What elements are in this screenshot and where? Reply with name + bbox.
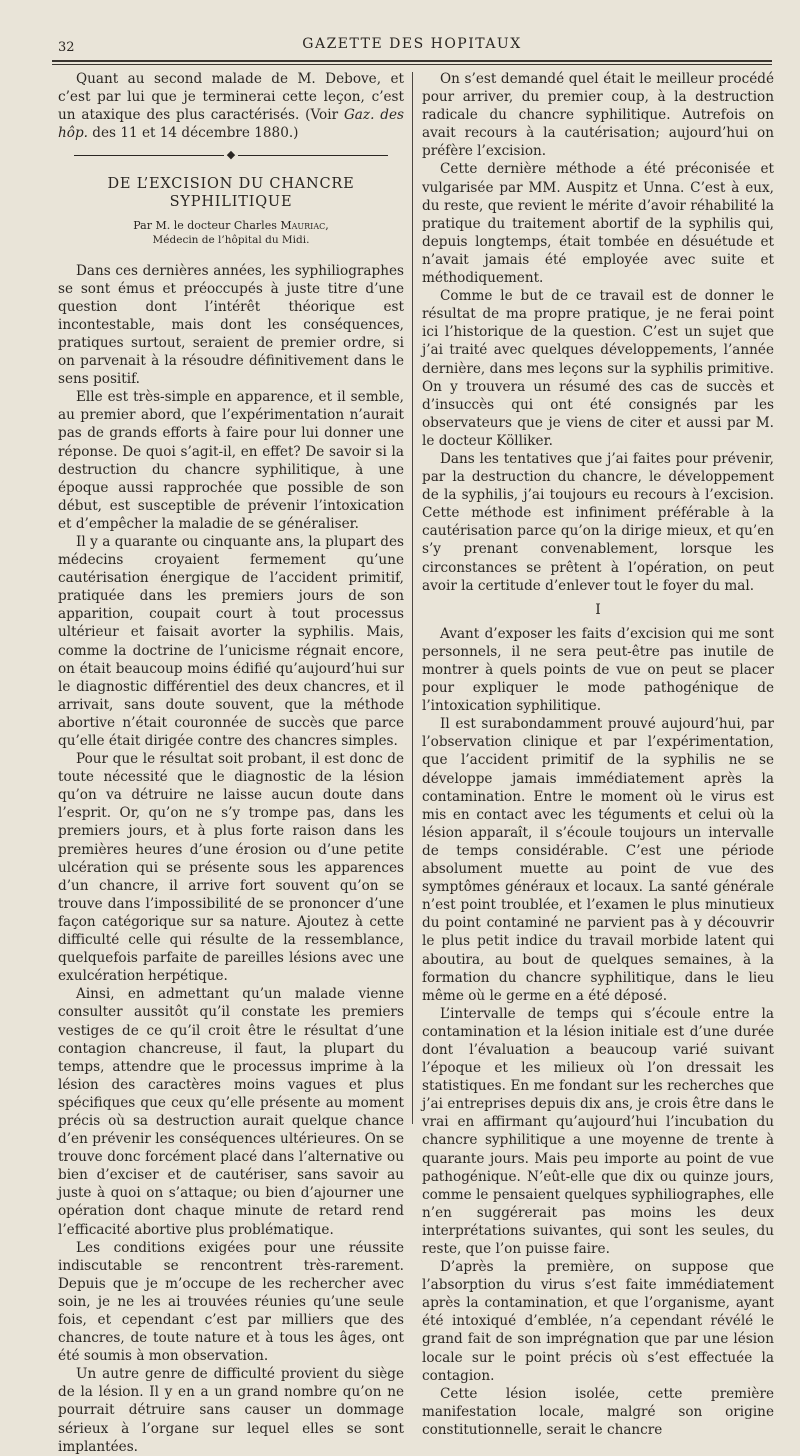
intro-paragraph: Quant au second malade de M. Debove, et c’est par lui que je terminerai cette leçon, c’est un ataxique des plus caractérisés. (Voir Gaz. des hôp. des 11 et 14 décembre 1880.): [58, 71, 404, 142]
paragraph: Ainsi, en admettant qu’un malade vienne consulter aussitôt qu’il constate les premiers vestiges de ce qu’il croit être le résultat d’une contagion chancreuse, il faut, la plupart du temps, attendre que le processus imprime à la lésion des caractères moins vagues et plus spécifiques que ceux qu’elle présente au moment précis où sa destruction aurait quelque chance d’en prévenir les conséquences ultérieures. On se trouve donc forcément placé dans l’alternative ou bien d’exciser et de cautériser, sans savoir au juste à quoi on s’attaque; ou bien d’ajourner une opération dont chaque minute de retard rend l’efficacité abortive plus problématique.: [58, 986, 404, 1238]
article-title: DE L’EXCISION DU CHANCRE SYPHILITIQUE: [107, 176, 355, 211]
section-heading: I: [595, 601, 601, 618]
paragraph: Pour que le résultat soit probant, il est donc de toute nécessité que le diagnostic de la lésion qu’on va détruire ne laisse aucun doute dans l’esprit. Or, qu’on ne s’y trompe pas, dans les premiers jours, et à plus forte raison dans les premières heures d’une érosion ou d’une petite ulcération qui se présente sous les apparences d’un chancre, il arrive fort souvent qu’on se trouve dans l’impossibilité de se prononcer d’une façon catégorique sur sa nature. Ajoutez à cette difficulté celle qui résulte de la ressemblance, quelquefois parfaite de pareilles lésions avec une exulcération herpétique.: [58, 751, 404, 985]
article-byline: Par M. le docteur Charles Mauriac,: [133, 218, 329, 232]
column-divider: [412, 72, 413, 1124]
paragraph: Cette dernière méthode a été préconisée et vulgarisée par MM. Auspitz et Unna. C’est à eux, du reste, que revient le mérite d’avoir réhabilité la pratique du traitement abortif de la syphilis qui, depuis longtemps, était tombée en désuétude et n’avait jamais été employée avec suite et méthodiquement.: [422, 161, 774, 287]
paragraph: Dans ces dernières années, les syphiliographes se sont émus et préoccupés à juste titre d’une question dont l’intérêt théorique est incontestable, mais dont les conséquences, pratiques surtout, seraient de premier ordre, si on parvenait à la résoudre définitivement dans le sens positif.: [58, 262, 404, 388]
paragraph: Les conditions exigées pour une réussite indiscutable se rencontrent très-rarement. Depuis que je m’occupe de les rechercher avec soin, je ne les ai trouvées réunies qu’une seule fois, et cependant c’est par milliers que des chancres, de toute nature et à tous les âges, ont été soumis à mon observation.: [58, 1239, 404, 1365]
header-rule-thick: [52, 60, 772, 62]
paragraph: Cette lésion isolée, cette première manifestation locale, malgré son origine constitutionnelle, serait le chancre: [422, 1385, 774, 1438]
section-divider: ◆: [58, 150, 404, 161]
journal-title: GAZETTE DES HOPITAUX: [302, 36, 522, 52]
paragraph: Comme le but de ce travail est de donner le résultat de ma propre pratique, je ne ferai point ici l’historique de la question. C’est un sujet que j’ai traité avec quelques développements, l’année dernière, dans mes leçons sur la syphilis primitive. On y trouvera un résumé des cas de succès et d’insuccès qui ont été consignés par les observateurs que je viens de citer et aussi par M. le docteur Kölliker.: [422, 288, 774, 449]
page-header: [52, 32, 772, 56]
left-column: [58, 70, 404, 1456]
paragraph: Avant d’exposer les faits d’excision qui me sont personnels, il ne sera peut-être pas inutile de montrer à quels points de vue on peut se placer pour expliquer le mode pathogénique de l’intoxication syphilitique.: [422, 625, 774, 715]
right-column: [422, 70, 774, 1439]
paragraph: Il y a quarante ou cinquante ans, la plupart des médecins croyaient fermement qu’une cautérisation énergique de l’accident primitif, pratiquée dans les premiers jours de son apparition, coupait court à tout processus ultérieur et faisait avorter la syphilis. Mais, comme la doctrine de l’unicisme régnait encore, on était beaucoup moins édifié qu’aujourd’hui sur le diagnostic différentiel des deux chancres, et il arrivait, sans doute souvent, que la méthode abortive n’était couronnée de succès que parce qu’elle était dirigée contre des chancres simples.: [58, 533, 404, 749]
paragraph: On s’est demandé quel était le meilleur procédé pour arriver, du premier coup, à la destruction radicale du chancre syphilitique. Autrefois on avait recours à la cautérisation; aujourd’hui on préfère l’excision.: [422, 71, 774, 160]
author-affiliation: Médecin de l’hôpital du Midi.: [152, 233, 310, 246]
header-rule-thin: [52, 64, 772, 65]
paragraph: L’intervalle de temps qui s’écoule entre la contamination et la lésion initiale est d’une durée dont l’évaluation a beaucoup varié suivant l’époque et les milieux où l’on dressait les statistiques. En me fondant sur les recherches que j’ai entreprises depuis dix ans, je crois être dans le vrai en affirmant qu’aujourd’hui l’incubation du chancre syphilitique a une moyenne de trente à quarante jours. Mais peu importe au point de vue pathogénique. N’eût-elle que dix ou quinze jours, comme le pensaient quelques syphiliographes, elle n’en suggérerait pas moins les deux interprétations suivantes, qui sont les seules, du reste, que l’on puisse faire.: [422, 1005, 774, 1257]
paragraph: Un autre genre de difficulté provient du siège de la lésion. Il y en a un grand nombre qu’on ne pourrait détruire sans causer un dommage sérieux à l’organe sur lequel elles se sont implantées.: [58, 1366, 404, 1455]
paragraph: D’après la première, on suppose que l’absorption du virus s’est faite immédiatement après la contamination, et que l’organisme, ayant été intoxiqué d’emblée, n’a cependant révélé le grand fait de son imprégnation que par une lésion locale sur le point précis où s’est effectuée la contagion.: [422, 1259, 774, 1384]
page-number: 32: [58, 40, 75, 55]
paragraph: Elle est très-simple en apparence, et il semble, au premier abord, que l’expérimentation n’aurait pas de grands efforts à faire pour lui donner une réponse. De quoi s’agit-il, en effet? De savoir si la destruction du chancre syphilitique, à une époque aussi rapprochée que possible de son début, est susceptible de prévenir l’intoxication et d’empêcher la maladie de se généraliser.: [58, 389, 404, 532]
paragraph: Dans les tentatives que j’ai faites pour prévenir, par la destruction du chancre, le développement de la syphilis, j’ai toujours eu recours à l’excision. Cette méthode est infiniment préférable à la cautérisation parce qu’on la dirige mieux, et qu’en s’y prenant convenablement, lorsque les circonstances se prêtent à l’opération, on peut avoir la certitude d’enlever tout le foyer du mal.: [422, 450, 774, 594]
paragraph: Il est surabondamment prouvé aujourd’hui, par l’observation clinique et par l’expérimentation, que l’accident primitif de la syphilis ne se développe jamais immédiatement après la contamination. Entre le moment où le virus est mis en contact avec les téguments et celui où la lésion apparaît, il s’écoule toujours un intervalle de temps considérable. C’est une période absolument muette au point de vue des symptômes généraux et locaux. La santé générale n’est point troublée, et l’examen le plus minutieux du point contaminé ne parvient pas à y découvrir le plus petit indice du travail morbide latent qui aboutira, au bout de quelques semaines, à la formation du chancre syphilitique, dans le lieu même où le germe en a été déposé.: [422, 716, 774, 1004]
